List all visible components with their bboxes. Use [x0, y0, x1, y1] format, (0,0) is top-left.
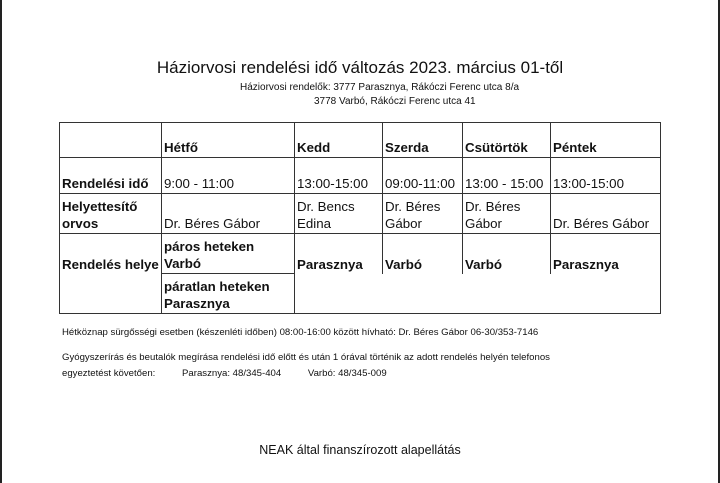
table-header-row: [60, 123, 661, 158]
location-tuesday: Parasznya: [295, 234, 383, 274]
hours-thursday: 13:00 - 15:00: [463, 158, 551, 194]
row-label-location: Rendelés helye: [60, 234, 162, 274]
prescription-note-text: egyeztetést követően:: [62, 368, 156, 379]
substitute-monday: [162, 194, 295, 234]
substitute-thursday: [463, 194, 551, 234]
day-header-wednesday: Szerda: [383, 123, 463, 158]
prescription-note-line1: Gyógyszerírás és beutalók megírása rendelési idő előtt és után 1 órával történik az adott rendelés helyén telefonos: [62, 352, 550, 363]
substitute-friday-line2: Dr. Béres Gábor: [553, 216, 650, 231]
substitute-tuesday-line1: Dr. Bencs: [297, 199, 355, 214]
table-row-location: [60, 234, 661, 274]
location-monday-even-place: Varbó: [164, 256, 201, 271]
row-label-substitute: [60, 194, 162, 234]
substitute-wednesday-line2: Gábor: [385, 216, 422, 231]
day-header-monday: Hétfő: [162, 123, 295, 158]
substitute-tuesday: [295, 194, 383, 234]
location-label-spacer: [60, 274, 162, 314]
substitute-wednesday-line1: Dr. Béres: [385, 199, 441, 214]
row-label-substitute-line1: Helyettesítő: [62, 199, 138, 214]
substitute-thursday-line2: Gábor: [465, 216, 502, 231]
location-monday-odd: [162, 274, 295, 314]
location-monday-odd-place: Parasznya: [164, 296, 230, 311]
day-header-tuesday: Kedd: [295, 123, 383, 158]
substitute-wednesday: [383, 194, 463, 234]
footer-note: NEAK által finanszírozott alapellátás: [259, 443, 461, 457]
day-header-friday: Péntek: [551, 123, 661, 158]
location-wednesday: Varbó: [383, 234, 463, 274]
location-odd-empty: [295, 274, 661, 314]
phone-parasznya: Parasznya: 48/345-404: [182, 368, 282, 379]
schedule-table: [59, 122, 661, 314]
table-row-location-odd: [60, 274, 661, 314]
location-thursday: Varbó: [463, 234, 551, 274]
row-label-substitute-line2: orvos: [62, 216, 99, 231]
hours-monday: 9:00 - 11:00: [162, 158, 295, 194]
table-row-hours: [60, 158, 661, 194]
location-monday-even-label: páros heteken: [164, 239, 255, 254]
row-label-hours: Rendelési idő: [60, 158, 162, 194]
prescription-note-line2: [62, 368, 387, 379]
address-line-1: Háziorvosi rendelők: 3777 Parasznya, Rákóczi Ferenc utca 8/a: [240, 82, 520, 93]
location-monday-even: [162, 234, 295, 274]
hours-tuesday: 13:00-15:00: [295, 158, 383, 194]
substitute-tuesday-line2: Edina: [297, 216, 332, 231]
hours-friday: 13:00-15:00: [551, 158, 661, 194]
location-friday: Parasznya: [551, 234, 661, 274]
location-monday-odd-label: páratlan heteken: [164, 279, 270, 294]
emergency-note: Hétköznap sürgősségi esetben (készenléti időben) 08:00-16:00 között hívható: Dr. Béres Gábor 06-30/353-7146: [62, 327, 539, 338]
substitute-monday-line2: Dr. Béres Gábor: [164, 216, 261, 231]
substitute-friday: [551, 194, 661, 234]
page-title: Háziorvosi rendelési idő változás 2023. március 01-től: [156, 58, 564, 77]
substitute-thursday-line1: Dr. Béres: [465, 199, 521, 214]
hours-wednesday: 09:00-11:00: [383, 158, 463, 194]
address-line-2: 3778 Varbó, Rákóczi Ferenc utca 41: [314, 96, 476, 107]
table-row-substitute: [60, 194, 661, 234]
phone-varbo: Varbó: 48/345-009: [307, 368, 387, 379]
header-corner-cell: [60, 123, 162, 158]
day-header-thursday: Csütörtök: [463, 123, 551, 158]
